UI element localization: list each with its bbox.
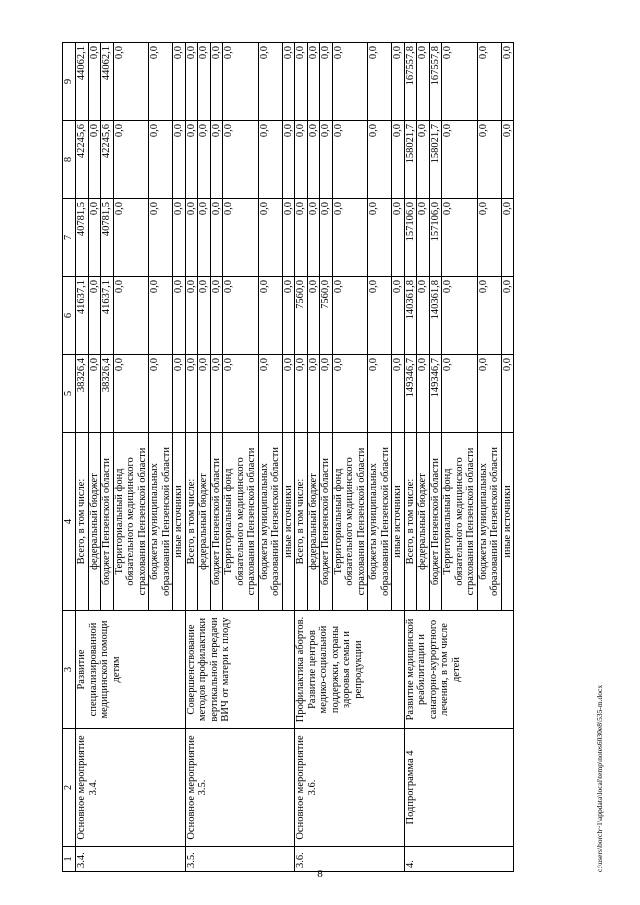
value-cell: 7560,0 (320, 277, 333, 355)
header-row (63, 43, 76, 872)
value-cell: 0,0 (149, 277, 173, 355)
value-cell: 0,0 (113, 199, 149, 277)
value-cell: 0,0 (198, 199, 211, 277)
value-cell: 0,0 (210, 277, 223, 355)
event-name-cell: Основное мероприятие 3.5. (185, 729, 295, 847)
funding-source-cell: Всего, в том числе: (295, 433, 308, 611)
funding-source-cell: Территориальный фонд обязательного медицинского страхования Пензенской области (442, 433, 478, 611)
value-cell: 0,0 (392, 277, 405, 355)
value-cell: 0,0 (307, 121, 320, 199)
funding-source-cell: бюджеты муниципальных образований Пензенской области (477, 433, 501, 611)
event-name-cell: Основное мероприятие 3.6. (295, 729, 405, 847)
value-cell: 0,0 (282, 355, 295, 433)
value-cell: 41637,1 (76, 277, 89, 355)
value-cell: 0,0 (392, 199, 405, 277)
event-name-cell: Подпрограмма 4 (404, 729, 514, 847)
value-cell: 0,0 (295, 121, 308, 199)
funding-source-cell: Территориальный фонд обязательного медицинского страхования Пензенской области (113, 433, 149, 611)
value-cell: 0,0 (417, 199, 430, 277)
value-cell: 149346,7 (404, 355, 417, 433)
value-cell: 0,0 (332, 355, 368, 433)
value-cell: 0,0 (149, 355, 173, 433)
value-cell: 42245,6 (76, 121, 89, 199)
value-cell: 149346,7 (429, 355, 442, 433)
value-cell: 40781,5 (101, 199, 114, 277)
value-cell: 0,0 (332, 199, 368, 277)
value-cell: 0,0 (392, 121, 405, 199)
page-number: 8 (317, 868, 323, 880)
row-number-cell: 3.5. (185, 847, 295, 872)
value-cell: 44062,1 (101, 43, 114, 121)
value-cell: 0,0 (501, 121, 514, 199)
event-description-cell: Развитие специализированной медицинской помощи детям (76, 611, 186, 729)
funding-source-cell: Всего, в том числе: (404, 433, 417, 611)
funding-source-cell: федеральный бюджет (88, 433, 101, 611)
value-cell: 0,0 (307, 277, 320, 355)
funding-source-cell: иные источники (173, 433, 186, 611)
value-cell: 0,0 (282, 199, 295, 277)
value-cell: 0,0 (258, 355, 282, 433)
value-cell: 157106,0 (404, 199, 417, 277)
table-row (295, 43, 308, 872)
value-cell: 0,0 (282, 277, 295, 355)
value-cell: 0,0 (477, 277, 501, 355)
header-cell: 3 (63, 611, 76, 729)
value-cell: 0,0 (320, 121, 333, 199)
funding-source-cell: бюджет Пензенской области (210, 433, 223, 611)
value-cell: 0,0 (210, 121, 223, 199)
funding-source-cell: федеральный бюджет (307, 433, 320, 611)
value-cell: 0,0 (442, 355, 478, 433)
value-cell: 0,0 (258, 43, 282, 121)
header-cell: 5 (63, 355, 76, 433)
value-cell: 0,0 (282, 121, 295, 199)
value-cell: 0,0 (501, 355, 514, 433)
value-cell: 0,0 (417, 43, 430, 121)
value-cell: 0,0 (417, 121, 430, 199)
value-cell: 0,0 (332, 43, 368, 121)
value-cell: 0,0 (88, 355, 101, 433)
funding-source-cell: бюджеты муниципальных образований Пензенской области (149, 433, 173, 611)
value-cell: 140361,8 (429, 277, 442, 355)
value-cell: 0,0 (210, 355, 223, 433)
event-description-cell: Совершенствование методов профилактики вертикальной передачи ВИЧ от матери к плоду (185, 611, 295, 729)
value-cell: 0,0 (417, 355, 430, 433)
value-cell: 0,0 (223, 121, 259, 199)
funding-source-cell: Всего, в том числе: (185, 433, 198, 611)
value-cell: 41637,1 (101, 277, 114, 355)
value-cell: 0,0 (392, 355, 405, 433)
event-description-cell: Развитие медицинской реабилитации и санаторно-курортного лечения, в том числе детей (404, 611, 514, 729)
header-cell: 2 (63, 729, 76, 847)
value-cell: 0,0 (442, 199, 478, 277)
value-cell: 140361,8 (404, 277, 417, 355)
value-cell: 0,0 (442, 43, 478, 121)
value-cell: 0,0 (320, 355, 333, 433)
value-cell: 0,0 (368, 121, 392, 199)
value-cell: 0,0 (149, 43, 173, 121)
event-description-cell: Профилактика абортов. Развитие центров медико-социальной поддержки, охраны здоровья семьи и репродукции (295, 611, 405, 729)
row-number-cell: 4. (404, 847, 514, 872)
value-cell: 0,0 (417, 277, 430, 355)
value-cell: 40781,5 (76, 199, 89, 277)
table-row (185, 43, 198, 872)
value-cell: 0,0 (295, 355, 308, 433)
funding-source-cell: бюджет Пензенской области (429, 433, 442, 611)
value-cell: 0,0 (113, 355, 149, 433)
value-cell: 0,0 (88, 43, 101, 121)
value-cell: 0,0 (368, 355, 392, 433)
value-cell: 0,0 (113, 277, 149, 355)
header-cell: 6 (63, 277, 76, 355)
value-cell: 0,0 (210, 199, 223, 277)
value-cell: 0,0 (295, 43, 308, 121)
value-cell: 0,0 (477, 121, 501, 199)
value-cell: 0,0 (198, 355, 211, 433)
value-cell: 0,0 (223, 43, 259, 121)
value-cell: 0,0 (258, 121, 282, 199)
value-cell: 0,0 (368, 199, 392, 277)
value-cell: 0,0 (501, 199, 514, 277)
value-cell: 0,0 (173, 43, 186, 121)
value-cell: 0,0 (173, 121, 186, 199)
value-cell: 0,0 (223, 355, 259, 433)
table-row (404, 43, 417, 872)
value-cell: 157106,0 (429, 199, 442, 277)
funding-source-cell: бюджеты муниципальных образований Пензенской области (368, 433, 392, 611)
funding-source-cell: Территориальный фонд обязательного медицинского страхования Пензенской области (223, 433, 259, 611)
value-cell: 0,0 (320, 43, 333, 121)
funding-source-cell: Всего, в том числе: (76, 433, 89, 611)
value-cell: 7560,0 (295, 277, 308, 355)
value-cell: 0,0 (332, 121, 368, 199)
value-cell: 0,0 (185, 277, 198, 355)
value-cell: 0,0 (173, 199, 186, 277)
value-cell: 38326,4 (76, 355, 89, 433)
funding-source-cell: федеральный бюджет (198, 433, 211, 611)
value-cell: 0,0 (185, 355, 198, 433)
file-path: c:\users\borch~1\appdata\local\temp\notes6030e8\535-m.docx (595, 684, 604, 872)
value-cell: 167557,8 (429, 43, 442, 121)
header-cell: 7 (63, 199, 76, 277)
value-cell: 0,0 (442, 277, 478, 355)
value-cell: 0,0 (295, 199, 308, 277)
table-body (76, 43, 514, 872)
value-cell: 0,0 (88, 277, 101, 355)
value-cell: 0,0 (282, 43, 295, 121)
value-cell: 0,0 (332, 277, 368, 355)
value-cell: 0,0 (149, 121, 173, 199)
value-cell: 0,0 (210, 43, 223, 121)
value-cell: 0,0 (258, 199, 282, 277)
value-cell: 0,0 (185, 121, 198, 199)
value-cell: 158021,7 (429, 121, 442, 199)
value-cell: 0,0 (88, 121, 101, 199)
value-cell: 0,0 (185, 199, 198, 277)
funding-source-cell: бюджет Пензенской области (101, 433, 114, 611)
event-name-cell: Основное мероприятие 3.4. (76, 729, 186, 847)
header-cell: 4 (63, 433, 76, 611)
value-cell: 0,0 (198, 277, 211, 355)
value-cell: 0,0 (198, 121, 211, 199)
value-cell: 0,0 (501, 43, 514, 121)
funding-source-cell: федеральный бюджет (417, 433, 430, 611)
value-cell: 0,0 (113, 121, 149, 199)
value-cell: 0,0 (173, 355, 186, 433)
value-cell: 0,0 (173, 277, 186, 355)
funding-source-cell: иные источники (392, 433, 405, 611)
value-cell: 167557,8 (404, 43, 417, 121)
value-cell: 38326,4 (101, 355, 114, 433)
rotated-page (62, 43, 604, 872)
value-cell: 0,0 (368, 43, 392, 121)
value-cell: 0,0 (368, 277, 392, 355)
funding-source-cell: иные источники (501, 433, 514, 611)
value-cell: 0,0 (198, 43, 211, 121)
table-row (76, 43, 89, 872)
row-number-cell: 3.4. (76, 847, 186, 872)
funding-source-cell: иные источники (282, 433, 295, 611)
value-cell: 0,0 (223, 277, 259, 355)
value-cell: 44062,1 (76, 43, 89, 121)
value-cell: 0,0 (307, 199, 320, 277)
value-cell: 0,0 (88, 199, 101, 277)
value-cell: 0,0 (307, 355, 320, 433)
header-cell: 8 (63, 121, 76, 199)
value-cell: 0,0 (442, 121, 478, 199)
funding-source-cell: Территориальный фонд обязательного медицинского страхования Пензенской области (332, 433, 368, 611)
row-number-cell: 3.6. (295, 847, 405, 872)
funding-source-cell: бюджеты муниципальных образований Пензенской области (258, 433, 282, 611)
value-cell: 0,0 (185, 43, 198, 121)
value-cell: 0,0 (477, 199, 501, 277)
funding-source-cell: бюджет Пензенской области (320, 433, 333, 611)
value-cell: 0,0 (477, 355, 501, 433)
value-cell: 158021,7 (404, 121, 417, 199)
value-cell: 0,0 (113, 43, 149, 121)
value-cell: 0,0 (307, 43, 320, 121)
value-cell: 0,0 (149, 199, 173, 277)
value-cell: 0,0 (258, 277, 282, 355)
header-cell: 1 (63, 847, 76, 872)
value-cell: 0,0 (392, 43, 405, 121)
value-cell: 0,0 (223, 199, 259, 277)
value-cell: 42245,6 (101, 121, 114, 199)
value-cell: 0,0 (477, 43, 501, 121)
funding-table (62, 42, 514, 872)
value-cell: 0,0 (320, 199, 333, 277)
value-cell: 0,0 (501, 277, 514, 355)
header-cell: 9 (63, 43, 76, 121)
